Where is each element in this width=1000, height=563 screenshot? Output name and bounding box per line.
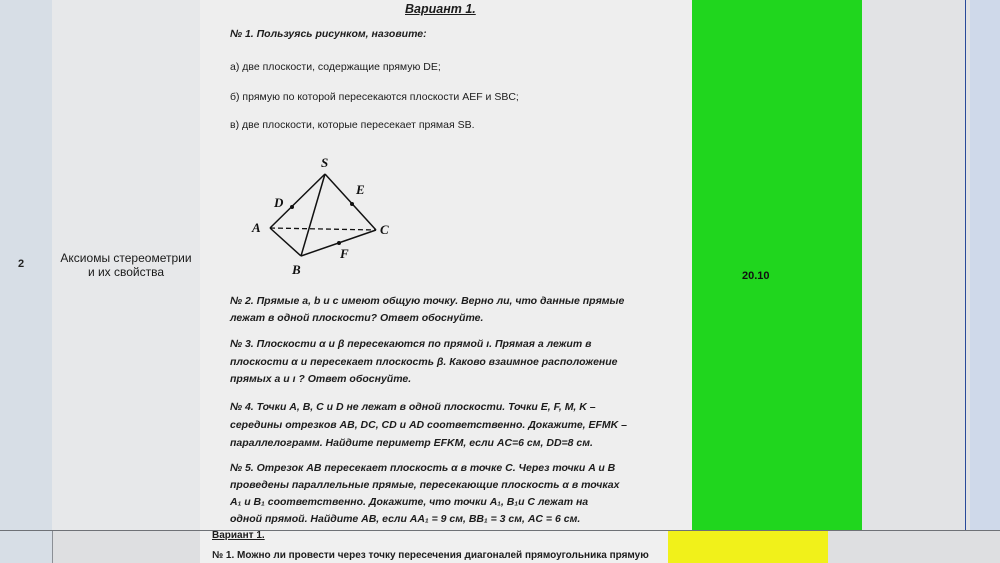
task-2-line-1: № 2. Прямые a, b и c имеют общую точку. Верно ли, что данные прямые: [230, 295, 625, 307]
label-C: C: [380, 222, 389, 237]
next-row-variant-title: Вариант 1.: [212, 530, 265, 541]
task-4-line-2: середины отрезков AB, DC, CD и AD соответственно. Докажите, EFMK –: [230, 419, 628, 431]
label-E: E: [356, 182, 365, 197]
point-F: [337, 241, 341, 245]
edge-SC: [325, 174, 376, 230]
task-3-line-1: № 3. Плоскости α и β пересекаются по прямой ı. Прямая a лежит в: [230, 338, 592, 350]
label-F: F: [340, 246, 349, 261]
task-2-line-2: лежат в одной плоскости? Ответ обоснуйте.: [230, 312, 484, 324]
topic-line-2: и их свойства: [87, 265, 165, 279]
pyramid-figure: [244, 152, 404, 280]
task-5-line-1: № 5. Отрезок AB пересекает плоскость α в точке C. Через точки A и B: [230, 462, 616, 474]
next-row-task-1: № 1. Можно ли провести через точку пересечения диагоналей прямоугольника прямую: [212, 550, 649, 561]
right-cell[interactable]: [862, 0, 1000, 530]
task-5-line-4: одной прямой. Найдите AB, если AA₁ = 9 см, BB₁ = 3 см, AC = 6 см.: [230, 513, 581, 525]
column-border: [965, 0, 966, 530]
row-number: 2: [18, 258, 25, 270]
label-S: S: [321, 155, 329, 170]
task-1a: а) две плоскости, содержащие прямую DE;: [230, 61, 441, 73]
label-B: B: [292, 262, 301, 277]
edge-AB: [270, 228, 301, 256]
task-3-line-3: прямых a и ı ? Ответ обоснуйте.: [230, 373, 412, 385]
task-1c: в) две плоскости, которые пересекает прямая SB.: [230, 119, 475, 131]
task-3-line-2: плоскости α и пересекает плоскость β. Каково взаимное расположение: [230, 356, 618, 368]
task-5-line-3: A₁ и B₁ соответственно. Докажите, что точки A₁, B₁и C лежат на: [230, 496, 589, 508]
next-row-date-cell-yellow[interactable]: [668, 531, 828, 563]
topic-text: [40, 251, 212, 279]
variant-title: Вариант 1.: [405, 2, 476, 16]
date-cell-green[interactable]: [692, 0, 863, 530]
task-1b: б) прямую по которой пересекаются плоскости AEF и SBC;: [230, 91, 519, 103]
task-5-line-2: проведены параллельные прямые, пересекающие плоскость α в точках: [230, 479, 620, 491]
task-4-line-1: № 4. Точки A, B, C и D не лежат в одной плоскости. Точки E, F, M, K –: [230, 401, 596, 413]
point-E: [350, 202, 354, 206]
adjacent-column: [970, 0, 1000, 530]
edge-AC-hidden: [270, 228, 376, 230]
date-value: 20.10: [742, 270, 770, 282]
task-4-line-3: параллелограмм. Найдите периметр EFKM, если AC=6 см, DD=8 см.: [230, 437, 593, 449]
topic-line-1: Аксиомы стереометрии: [60, 251, 192, 265]
next-row-number-cell: [0, 531, 53, 563]
task-1-heading: № 1. Пользуясь рисунком, назовите:: [230, 28, 427, 40]
label-D: D: [274, 195, 284, 210]
label-A: A: [252, 220, 261, 235]
point-D: [290, 205, 294, 209]
